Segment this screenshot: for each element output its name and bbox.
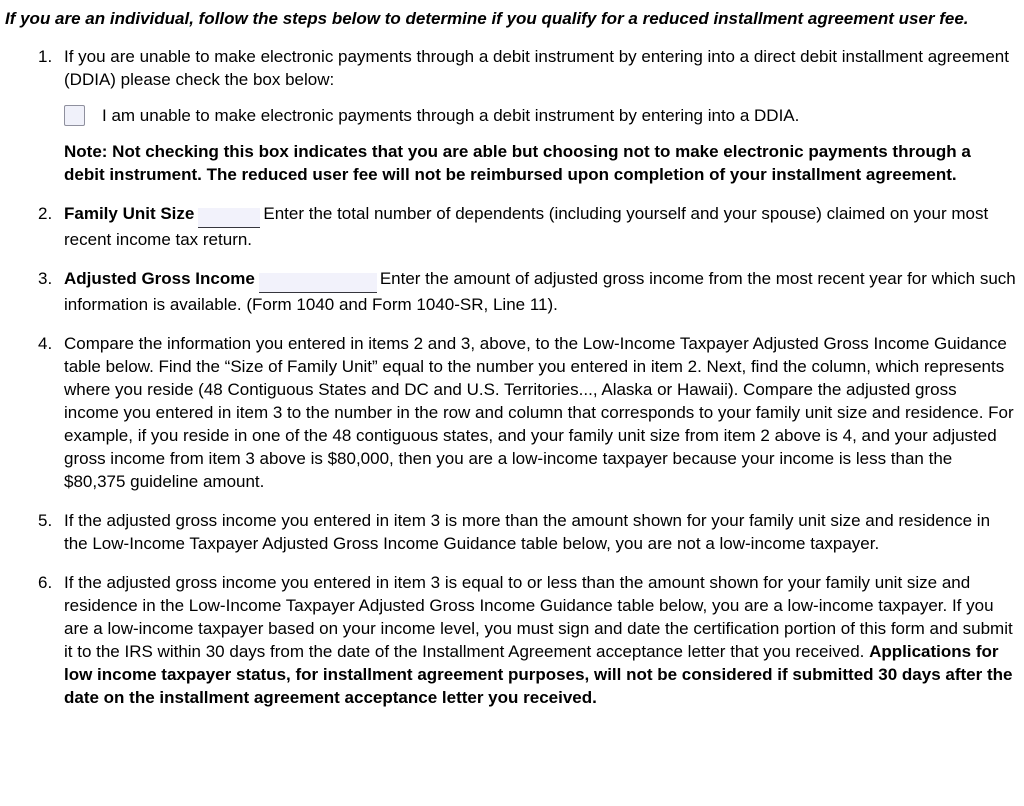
step-4 — [38, 332, 1016, 493]
step-5-body — [64, 509, 1016, 555]
step-2-number: 2. — [38, 204, 53, 223]
step-1-body — [64, 45, 1016, 186]
intro-text: If you are an individual, follow the steps below to determine if you qualify for a reduced installment agreement user fee. — [5, 9, 969, 28]
step-6-bold-text: Applications for low income taxpayer status, for installment agreement purposes, will not be considered if submitted 30 days after the date on the installment agreement acceptance letter you received. — [64, 642, 1013, 707]
step-5-number: 5. — [38, 511, 53, 530]
ddia-checkbox-row — [64, 104, 1016, 127]
step-3-number: 3. — [38, 269, 53, 288]
step-2-text: Enter the total number of dependents (including yourself and your spouse) claimed on your most recent income tax return. — [64, 204, 989, 249]
step-3-body — [64, 267, 1016, 316]
adjusted-gross-income-field[interactable] — [259, 273, 377, 293]
step-4-text: Compare the information you entered in items 2 and 3, above, to the Low-Income Taxpayer Adjusted Gross Income Guidance table below. Find the “Size of Family Unit” equal to the number you entered in item 2. Next, find the column, which represents where you reside (48 Contiguous States and DC and U.S. Territories..., Alaska or Hawaii). Compare the adjusted gross income you entered in item 3 to the number in the row and column that corresponds to your family unit size and residence. For example, if you reside in one of the 48 contiguous states, and your family unit size from item 2 above is 4, and your adjusted gross income from item 3 above is $80,000, then you are a low-income taxpayer because your income is less than the $80,375 guideline amount. — [64, 334, 1014, 491]
step-5-text: If the adjusted gross income you entered in item 3 is more than the amount shown for your family unit size and residence in the Low-Income Taxpayer Adjusted Gross Income Guidance table below, you are not a low-income taxpayer. — [64, 511, 991, 553]
step-4-number: 4. — [38, 334, 53, 353]
step-4-body — [64, 332, 1016, 493]
step-1-text: If you are unable to make electronic payments through a debit instrument by entering into a direct debit installment agreement (DDIA) please check the box below: — [64, 47, 1009, 89]
ddia-checkbox-label: I am unable to make electronic payments through a debit instrument by entering into a DDIA. — [102, 106, 800, 125]
ddia-checkbox[interactable] — [64, 105, 85, 126]
steps-list — [38, 45, 1016, 709]
family-unit-size-label: Family Unit Size — [64, 204, 195, 223]
step-1-number: 1. — [38, 47, 53, 66]
step-2-body — [64, 202, 1016, 251]
adjusted-gross-income-label: Adjusted Gross Income — [64, 269, 255, 288]
step-6-paragraph — [64, 571, 1016, 709]
step-1-note: Note: Not checking this box indicates that you are able but choosing not to make electronic payments through a debit instrument. The reduced user fee will not be reimbursed upon completion of your installment agreement. — [64, 142, 971, 184]
step-6-text: If the adjusted gross income you entered in item 3 is equal to or less than the amount shown for your family unit size and residence in the Low-Income Taxpayer Adjusted Gross Income Guidance table below, you are a low-income taxpayer. If you are a low-income taxpayer based on your income level, you must sign and date the certification portion of this form and submit it to the IRS within 30 days from the date of the Installment Agreement acceptance letter that you received. — [64, 573, 1013, 661]
step-2 — [38, 202, 1016, 251]
step-6-body — [64, 571, 1016, 709]
family-unit-size-field[interactable] — [198, 208, 260, 228]
step-3 — [38, 267, 1016, 316]
step-6-number: 6. — [38, 573, 53, 592]
step-3-paragraph — [64, 267, 1016, 316]
step-5 — [38, 509, 1016, 555]
step-6 — [38, 571, 1016, 709]
step-2-paragraph — [64, 202, 1016, 251]
step-3-text: Enter the amount of adjusted gross income from the most recent year for which such information is available. (Form 1040 and Form 1040-SR, Line 11). — [64, 269, 1016, 314]
step-1 — [38, 45, 1016, 186]
